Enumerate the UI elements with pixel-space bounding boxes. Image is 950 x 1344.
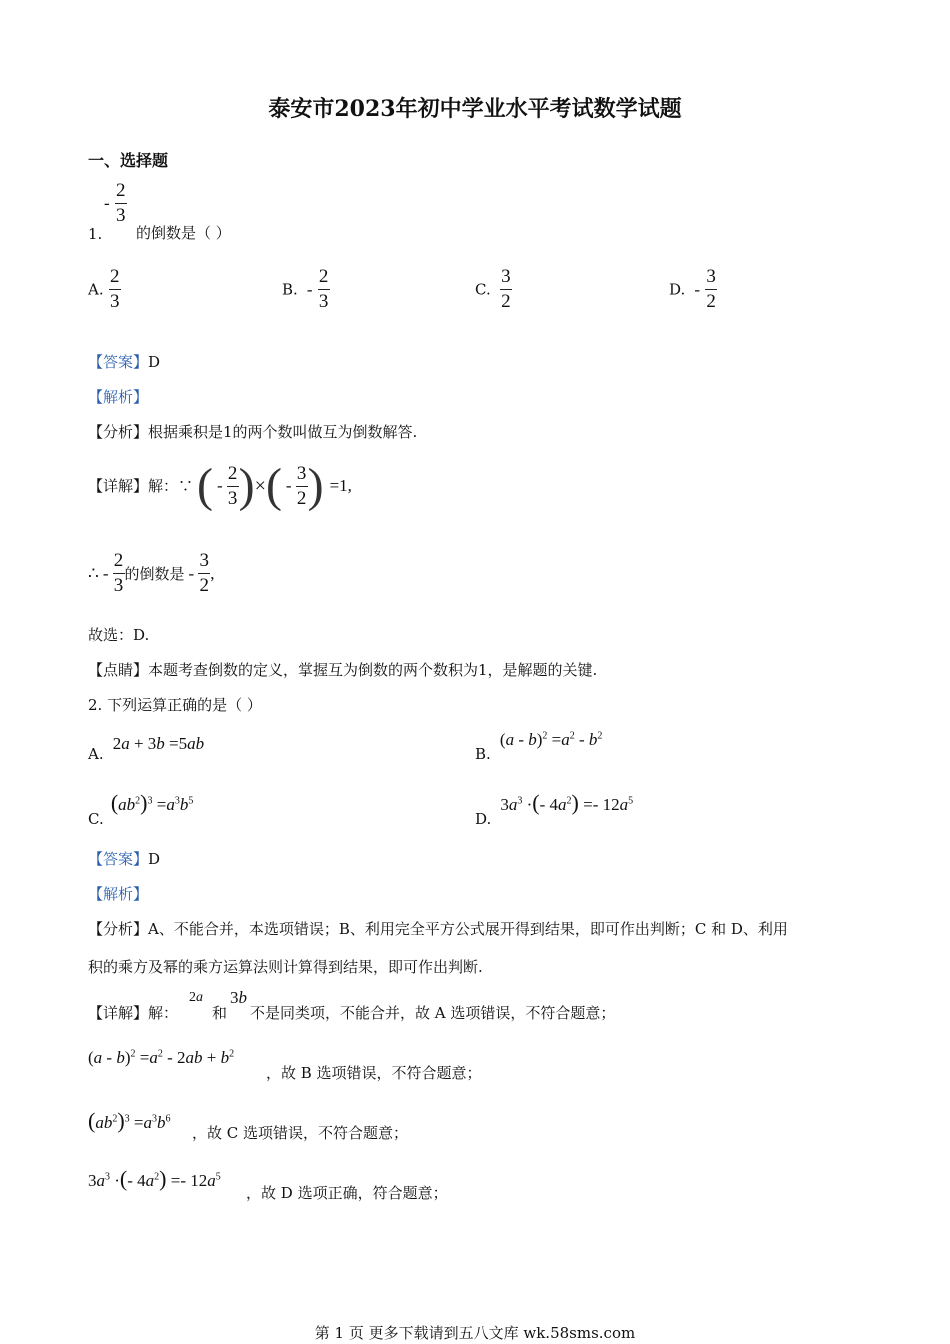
fraction <box>113 550 125 597</box>
numerator: 3 <box>501 266 511 287</box>
denominator: 2 <box>706 291 716 312</box>
expr-2a: 2a <box>189 990 203 1005</box>
option-label: B. <box>475 745 491 763</box>
page-footer: 第 1 页 更多下载请到五八文库 wk.58sms.com <box>314 1324 636 1342</box>
q1-answer <box>88 353 160 371</box>
fraction <box>115 180 127 227</box>
q1-option-c[interactable] <box>475 266 512 313</box>
q2-option-a[interactable] <box>88 734 205 763</box>
section-heading: 一、选择题 <box>88 151 169 170</box>
option-expression: $(ab^2)^3 =a^3b^5$ <box>110 790 194 815</box>
option-expression: $(a - b)^2 =a^2 - b^2$ <box>499 730 603 749</box>
q1-option-d[interactable] <box>669 266 717 313</box>
minus-sign: - <box>217 476 223 495</box>
q1-dianjing: 【点睛】本题考查倒数的定义，掌握互为倒数的两个数积为1，是解题的关键. <box>88 661 598 679</box>
denominator: 3 <box>227 487 238 509</box>
fraction <box>318 266 330 313</box>
q1-option-a[interactable] <box>88 266 121 313</box>
denominator: 2 <box>199 575 209 596</box>
paren-open: ( <box>197 459 213 512</box>
q2-detail-prefix: 【详解】解： <box>88 1004 179 1022</box>
q2-detail-c-text: ，故 C 选项错误，不符合题意； <box>192 1124 409 1142</box>
denominator: 3 <box>113 575 124 596</box>
therefore-text: 的倒数是 <box>124 564 185 583</box>
fraction <box>109 266 121 313</box>
therefore-sign: ∴ <box>88 563 99 583</box>
q2-detail-d-text: ，故 D 选项正确，符合题意； <box>246 1184 448 1202</box>
q2-stem: 2. 下列运算正确的是（ ） <box>88 696 262 714</box>
answer-value: D <box>148 353 161 371</box>
q2-detail-a-text: 不是同类项，不能合并，故 A 选项错误，不符合题意； <box>250 1004 616 1022</box>
q1-option-b[interactable] <box>282 266 330 313</box>
numerator: 2 <box>109 266 120 287</box>
fraction <box>227 463 239 510</box>
denominator: 3 <box>116 205 126 226</box>
q1-detail <box>88 459 352 512</box>
numerator: 2 <box>318 266 329 287</box>
q2-fenxi-line2: 积的乘方及幂的乘方运算法则计算得到结果，即可作出判断. <box>88 958 483 976</box>
minus-sign: - <box>694 279 701 299</box>
times-sign: × <box>254 474 266 497</box>
q2-option-b[interactable] <box>475 730 603 763</box>
q1-number: 1. <box>88 225 103 243</box>
detail-prefix: 【详解】解：∵ <box>88 477 194 495</box>
answer-tag: 【答案】 <box>88 353 149 371</box>
option-label: C. <box>88 810 104 828</box>
q2-analysis-tag: 【解析】 <box>88 885 149 903</box>
q1-stem-fraction <box>104 180 127 227</box>
minus-sign: - <box>104 193 110 213</box>
denominator: 3 <box>109 291 120 312</box>
option-expression: 2a + 3b =5ab <box>112 734 205 753</box>
answer-tag: 【答案】 <box>88 850 149 868</box>
numerator: 3 <box>296 462 307 484</box>
minus-sign: - <box>306 279 313 299</box>
denominator: 3 <box>318 291 329 312</box>
option-label: A. <box>88 745 104 763</box>
q2-answer <box>88 850 160 868</box>
option-label: D. <box>475 810 492 828</box>
fraction <box>705 266 717 313</box>
paren-close: ) <box>307 459 324 512</box>
paren-close: ) <box>238 459 255 512</box>
numerator: 3 <box>706 266 716 287</box>
option-label: C. <box>475 280 491 299</box>
equals-one: =1, <box>329 476 352 495</box>
paren-open: ( <box>265 459 282 512</box>
page-title: 泰安市2023年初中学业水平考试数学试题 <box>268 96 682 122</box>
q1-analysis-tag: 【解析】 <box>88 388 149 406</box>
minus-sign: - <box>188 563 195 583</box>
option-label: B. <box>282 280 298 299</box>
q2-detail-b-text: ，故 B 选项错误，不符合题意； <box>266 1064 482 1082</box>
numerator: 2 <box>116 180 126 201</box>
q2-fenxi-line1: 【分析】A、不能合并，本选项错误；B、利用完全平方公式展开得到结果，即可作出判断；C 和 D、利用 <box>88 920 788 938</box>
option-label: A. <box>88 280 104 299</box>
numerator: 2 <box>227 462 238 484</box>
q2-detail-c-expr: $(ab^2)^3 =a^3b^6$ <box>88 1108 171 1133</box>
q2-detail-d-expr: $3a^3$ ·(- $4a^2) =- 12a^5$ <box>88 1166 221 1191</box>
q1-fenxi: 【分析】根据乘积是1的两个数叫做互为倒数解答. <box>88 423 418 441</box>
fraction <box>296 463 308 510</box>
numerator: 3 <box>199 550 209 571</box>
comma: , <box>210 563 215 583</box>
option-label: D. <box>669 280 686 299</box>
expr-3b: 3b <box>230 988 247 1007</box>
q1-choose: 故选：D. <box>88 626 150 644</box>
numerator: 2 <box>113 550 124 571</box>
q2-detail-b-expr: $(a - b)^2 =a^2 - 2ab + b^2$ <box>88 1048 235 1067</box>
answer-value: D <box>148 850 161 868</box>
denominator: 2 <box>501 291 511 312</box>
q2-option-d[interactable] <box>475 790 634 828</box>
q2-option-c[interactable] <box>88 790 194 828</box>
fraction <box>500 266 512 313</box>
detail-and: 和 <box>212 1004 228 1022</box>
fraction <box>198 550 210 597</box>
minus-sign: - <box>102 563 109 583</box>
option-expression: $3a^3$ ·(- $4a^2) =- 12a^5$ <box>500 790 634 815</box>
denominator: 2 <box>296 487 307 509</box>
q1-therefore <box>88 550 214 597</box>
minus-sign: - <box>285 476 292 495</box>
q1-stem-text: 的倒数是（ ） <box>136 224 231 242</box>
